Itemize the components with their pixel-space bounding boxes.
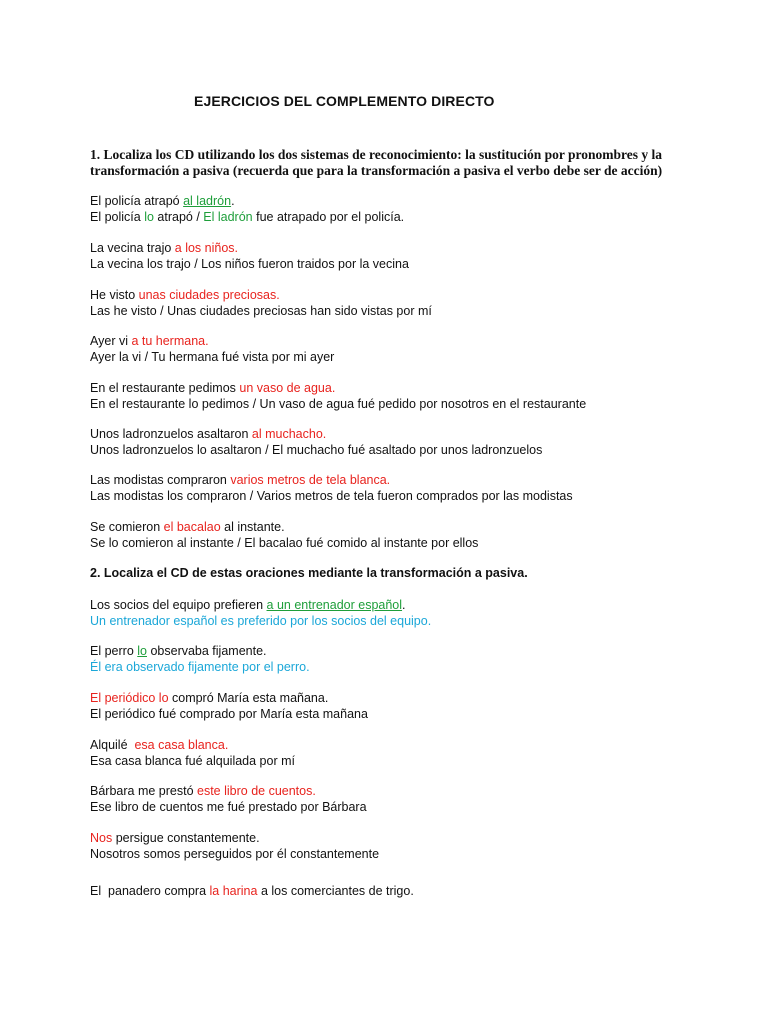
text: observaba fijamente. [146, 644, 267, 658]
exercise-6-answer: Unos ladronzuelos lo asaltaron / El muchacho fué asaltado por unos ladronzuelos [90, 443, 543, 457]
exercise-10-answer: Él era observado fijamente por el perro. [90, 660, 310, 674]
exercise-3-sentence [90, 287, 280, 303]
direct-object: a los niños. [174, 241, 239, 255]
text: al instante. [220, 520, 285, 534]
direct-object: Nos [90, 831, 113, 845]
text: El perro [90, 644, 138, 658]
text: Alquilé [90, 738, 135, 752]
text: En el restaurante pedimos [90, 381, 240, 395]
text: persigue constantemente. [112, 831, 260, 845]
exercise-7-answer: Las modistas los compraron / Varios metros de tela fueron comprados por las modistas [90, 489, 573, 503]
exercise-1-answer [90, 209, 404, 225]
text: Unos ladronzuelos asaltaron [90, 427, 252, 441]
exercise-14-answer: Nosotros somos perseguidos por él constantemente [90, 847, 380, 861]
exercise-13-answer: Ese libro de cuentos me fué prestado por Bárbara [90, 800, 367, 814]
direct-object: a un entrenador español [266, 598, 403, 612]
direct-object: El periódico lo [90, 691, 169, 705]
exercise-10-sentence [90, 643, 267, 659]
direct-object: este libro de cuentos. [197, 784, 316, 798]
exercise-1-sentence [90, 193, 235, 209]
direct-object: al ladrón [183, 194, 232, 208]
exercise-8-sentence [90, 519, 285, 535]
instruction-1 [90, 147, 710, 179]
text: La vecina trajo [90, 241, 175, 255]
exercise-7-sentence [90, 472, 390, 488]
exercise-6-sentence [90, 426, 326, 442]
text: Se comieron [90, 520, 164, 534]
exercise-11-answer: El periódico fué comprado por María esta mañana [90, 707, 368, 721]
text: atrapó / [153, 210, 204, 224]
direct-object: a tu hermana. [131, 334, 209, 348]
text: Los socios del equipo prefieren [90, 598, 267, 612]
text: . [402, 598, 406, 612]
exercise-2-sentence [90, 240, 238, 256]
exercise-4-sentence [90, 333, 209, 349]
direct-object: la harina [209, 884, 258, 898]
direct-object: unas ciudades preciosas. [138, 288, 280, 302]
direct-object: esa casa blanca. [134, 738, 229, 752]
text: El policía [90, 210, 145, 224]
direct-object: lo [137, 644, 147, 658]
text: . [231, 194, 235, 208]
exercise-14-sentence [90, 830, 260, 846]
exercise-11-sentence [90, 690, 328, 706]
text: Bárbara me prestó [90, 784, 197, 798]
text: a los comerciantes de trigo. [257, 884, 414, 898]
direct-object: al muchacho. [251, 427, 327, 441]
exercise-15-sentence [90, 883, 414, 899]
text: compró María esta mañana. [168, 691, 329, 705]
text: He visto [90, 288, 139, 302]
exercise-12-answer: Esa casa blanca fué alquilada por mí [90, 754, 295, 768]
exercise-3-answer: Las he visto / Unas ciudades preciosas han sido vistas por mí [90, 304, 432, 318]
exercise-4-answer: Ayer la vi / Tu hermana fué vista por mi ayer [90, 350, 335, 364]
exercise-2-answer: La vecina los trajo / Los niños fueron traidos por la vecina [90, 257, 409, 271]
direct-object: el bacalao [163, 520, 221, 534]
exercise-8-answer: Se lo comieron al instante / El bacalao fué comido al instante por ellos [90, 536, 479, 550]
instruction-1-line-2: transformación a pasiva (recuerda que para la transformación a pasiva el verbo debe ser de acción) [90, 163, 663, 178]
text: fue atrapado por el policía. [252, 210, 405, 224]
exercise-13-sentence [90, 783, 316, 799]
exercise-5-answer: En el restaurante lo pedimos / Un vaso de agua fué pedido por nosotros en el restaurante [90, 397, 587, 411]
text: El panadero compra [90, 884, 210, 898]
text: El policía atrapó [90, 194, 184, 208]
page-title: EJERCICIOS DEL COMPLEMENTO DIRECTO [194, 93, 495, 109]
passive-subject: El ladrón [203, 210, 253, 224]
exercise-12-sentence [90, 737, 228, 753]
text: Ayer vi [90, 334, 132, 348]
instruction-1-line-1: 1. Localiza los CD utilizando los dos sistemas de reconocimiento: la sustitución por pronombres y la [90, 147, 663, 162]
exercise-9-sentence [90, 597, 406, 613]
direct-object: un vaso de agua. [239, 381, 336, 395]
text: Las modistas compraron [90, 473, 231, 487]
exercise-5-sentence [90, 380, 335, 396]
exercise-9-answer: Un entrenador español es preferido por los socios del equipo. [90, 614, 432, 628]
instruction-2: 2. Localiza el CD de estas oraciones mediante la transformación a pasiva. [90, 566, 528, 580]
pronoun: lo [144, 210, 154, 224]
direct-object: varios metros de tela blanca. [230, 473, 391, 487]
